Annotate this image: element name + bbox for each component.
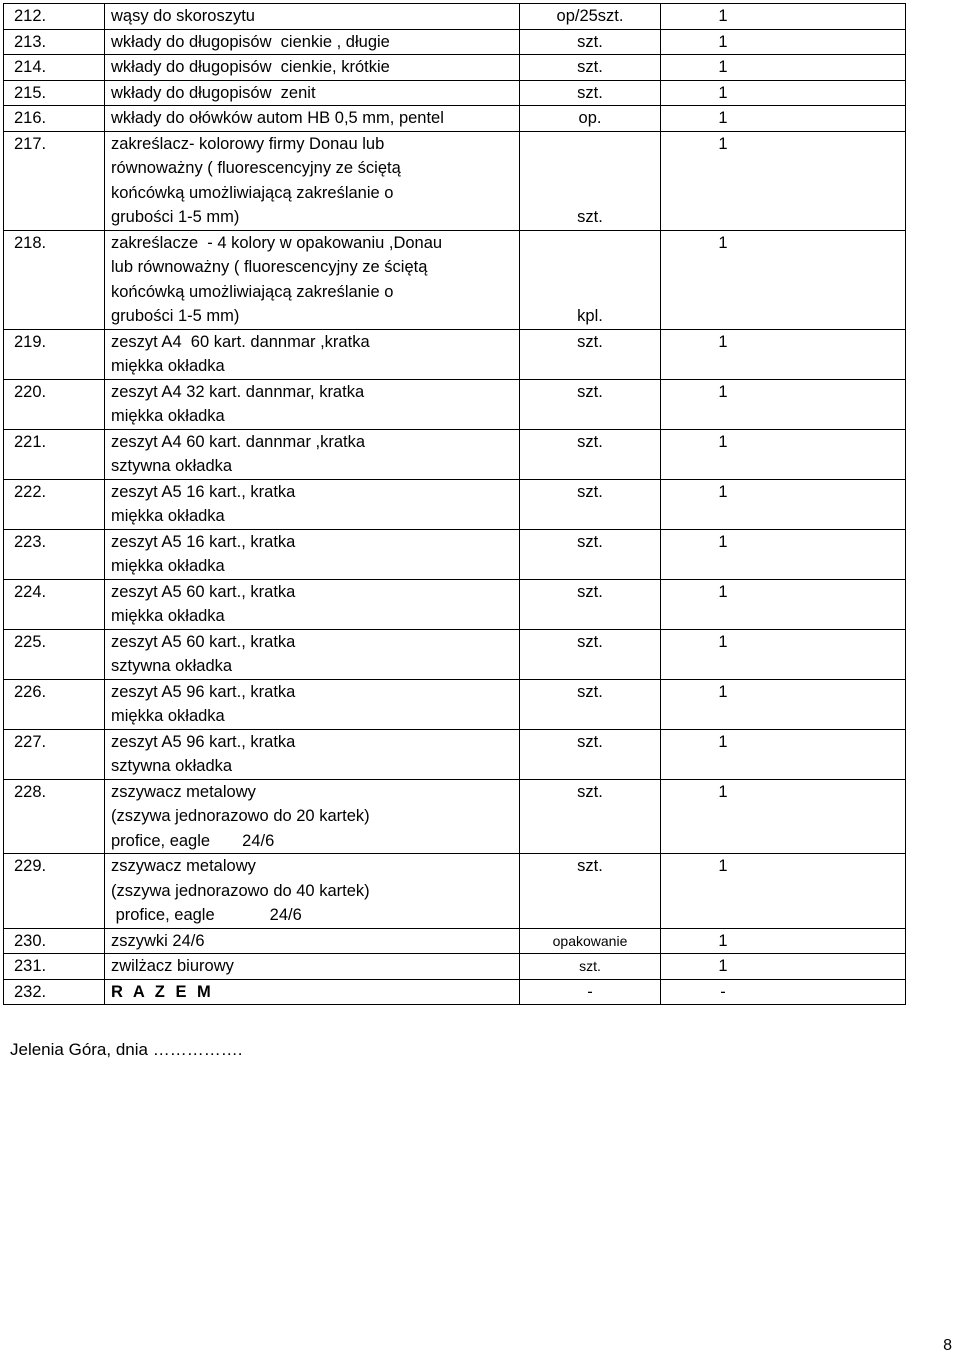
item-quantity: 1	[661, 106, 906, 132]
item-unit: szt.	[520, 954, 661, 980]
description-line: miękka okładka	[111, 557, 225, 575]
item-description	[105, 379, 520, 429]
table-row	[4, 230, 906, 329]
item-unit: szt.	[520, 131, 661, 230]
item-quantity: 1	[661, 329, 906, 379]
description-line: zakreślacze - 4 kolory w opakowaniu ,Donau	[111, 233, 443, 252]
description-line: miękka okładka	[111, 707, 225, 725]
item-quantity: 1	[661, 429, 906, 479]
item-number: 216.	[4, 106, 105, 132]
description-line: sztywna okładka	[111, 657, 233, 675]
table-row	[4, 379, 906, 429]
item-number: 230.	[4, 928, 105, 954]
description-line: (zszywa jednorazowo do 20 kartek)	[111, 807, 370, 825]
item-unit: szt.	[520, 729, 661, 779]
item-quantity: 1	[661, 579, 906, 629]
description-line: zakreślacz- kolorowy firmy Donau lub	[111, 134, 385, 153]
description-line: sztywna okładka	[111, 757, 233, 775]
item-quantity: 1	[661, 629, 906, 679]
table-row	[4, 928, 906, 954]
items-table	[3, 3, 906, 1005]
item-description	[105, 529, 520, 579]
item-unit: szt.	[520, 379, 661, 429]
item-quantity: 1	[661, 779, 906, 854]
item-number: 215.	[4, 80, 105, 106]
item-unit: op/25szt.	[520, 4, 661, 30]
description-line: wąsy do skoroszytu	[111, 7, 255, 25]
item-unit: szt.	[520, 329, 661, 379]
description-line: zeszyt A5 96 kart., kratka	[111, 732, 296, 751]
description-line: końcówką umożliwiającą zakreślanie o	[111, 282, 394, 301]
item-description	[105, 55, 520, 81]
item-quantity: 1	[661, 230, 906, 329]
description-line: zeszyt A5 96 kart., kratka	[111, 682, 296, 701]
item-number: 227.	[4, 729, 105, 779]
description-line: sztywna okładka	[111, 457, 233, 475]
item-quantity: -	[661, 979, 906, 1005]
item-quantity: 1	[661, 4, 906, 30]
item-unit: szt.	[520, 429, 661, 479]
table-row	[4, 131, 906, 230]
item-description	[105, 429, 520, 479]
description-line: równoważny ( fluorescencyjny ze ściętą	[111, 159, 401, 177]
item-description	[105, 80, 520, 106]
item-unit: opakowanie	[520, 928, 661, 954]
table-row	[4, 429, 906, 479]
item-number: 232.	[4, 979, 105, 1005]
description-line: wkłady do długopisów cienkie, krótkie	[111, 58, 390, 76]
item-description	[105, 479, 520, 529]
description-line: miękka okładka	[111, 607, 225, 625]
table-row	[4, 106, 906, 132]
item-quantity: 1	[661, 80, 906, 106]
description-line: grubości 1-5 mm)	[111, 208, 240, 226]
item-number: 222.	[4, 479, 105, 529]
item-number: 214.	[4, 55, 105, 81]
item-unit: -	[520, 979, 661, 1005]
items-table-body	[4, 4, 906, 1005]
item-quantity: 1	[661, 854, 906, 929]
item-quantity: 1	[661, 29, 906, 55]
item-description	[105, 106, 520, 132]
description-line: zszywacz metalowy	[111, 857, 256, 875]
item-number: 219.	[4, 329, 105, 379]
table-row	[4, 29, 906, 55]
item-number: 218.	[4, 230, 105, 329]
table-row	[4, 954, 906, 980]
description-line: zeszyt A4 60 kart. dannmar ,kratka	[111, 332, 370, 351]
description-line: końcówką umożliwiającą zakreślanie o	[111, 183, 394, 202]
description-line: wkłady do długopisów zenit	[111, 83, 316, 102]
page-number: 8	[943, 1337, 952, 1354]
table-row	[4, 55, 906, 81]
item-description	[105, 928, 520, 954]
description-line: zeszyt A5 16 kart., kratka	[111, 482, 296, 501]
description-line: profice, eagle 24/6	[111, 831, 275, 850]
item-description	[105, 629, 520, 679]
item-description	[105, 131, 520, 230]
item-number: 223.	[4, 529, 105, 579]
item-number: 217.	[4, 131, 105, 230]
description-line: zwilżacz biurowy	[111, 957, 234, 975]
table-row	[4, 80, 906, 106]
item-number: 212.	[4, 4, 105, 30]
item-quantity: 1	[661, 954, 906, 980]
table-row	[4, 679, 906, 729]
description-line: zszywacz metalowy	[111, 782, 256, 801]
item-unit: szt.	[520, 80, 661, 106]
description-line: miękka okładka	[111, 357, 225, 375]
item-number: 225.	[4, 629, 105, 679]
description-line: zszywki 24/6	[111, 931, 205, 950]
item-quantity: 1	[661, 928, 906, 954]
item-number: 221.	[4, 429, 105, 479]
table-row	[4, 479, 906, 529]
item-quantity: 1	[661, 131, 906, 230]
item-unit: szt.	[520, 529, 661, 579]
description-line: R A Z E M	[111, 982, 214, 1001]
description-line: (zszywa jednorazowo do 40 kartek)	[111, 881, 370, 900]
table-row	[4, 579, 906, 629]
item-unit: op.	[520, 106, 661, 132]
description-line: zeszyt A5 16 kart., kratka	[111, 532, 296, 551]
table-row	[4, 4, 906, 30]
item-unit: szt.	[520, 55, 661, 81]
table-row	[4, 629, 906, 679]
description-line: wkłady do długopisów cienkie , długie	[111, 32, 390, 51]
item-number: 220.	[4, 379, 105, 429]
item-description	[105, 579, 520, 629]
item-description	[105, 4, 520, 30]
item-unit: szt.	[520, 579, 661, 629]
item-number: 229.	[4, 854, 105, 929]
item-description	[105, 679, 520, 729]
description-line: miękka okładka	[111, 407, 225, 425]
item-quantity: 1	[661, 679, 906, 729]
table-row	[4, 979, 906, 1005]
item-number: 213.	[4, 29, 105, 55]
item-number: 224.	[4, 579, 105, 629]
item-description	[105, 729, 520, 779]
description-line: miękka okładka	[111, 507, 225, 525]
table-row	[4, 529, 906, 579]
description-line: zeszyt A4 32 kart. dannmar, kratka	[111, 382, 365, 401]
item-description	[105, 954, 520, 980]
item-description	[105, 979, 520, 1005]
table-row	[4, 779, 906, 854]
description-line: lub równoważny ( fluorescencyjny ze ściętą	[111, 258, 428, 276]
description-line: profice, eagle 24/6	[111, 906, 302, 924]
table-row	[4, 329, 906, 379]
item-quantity: 1	[661, 529, 906, 579]
item-number: 231.	[4, 954, 105, 980]
item-quantity: 1	[661, 729, 906, 779]
item-quantity: 1	[661, 379, 906, 429]
item-unit: szt.	[520, 629, 661, 679]
item-unit: szt.	[520, 29, 661, 55]
table-row	[4, 729, 906, 779]
place-date-line: Jelenia Góra, dnia …………….	[10, 1040, 243, 1059]
item-unit: szt.	[520, 854, 661, 929]
description-line: grubości 1-5 mm)	[111, 307, 240, 325]
description-line: zeszyt A4 60 kart. dannmar ,kratka	[111, 432, 366, 451]
item-description	[105, 854, 520, 929]
item-number: 228.	[4, 779, 105, 854]
item-unit: kpl.	[520, 230, 661, 329]
item-number: 226.	[4, 679, 105, 729]
item-description	[105, 329, 520, 379]
item-unit: szt.	[520, 679, 661, 729]
item-description	[105, 779, 520, 854]
item-description	[105, 29, 520, 55]
description-line: zeszyt A5 60 kart., kratka	[111, 632, 296, 651]
item-quantity: 1	[661, 479, 906, 529]
item-unit: szt.	[520, 479, 661, 529]
description-line: zeszyt A5 60 kart., kratka	[111, 582, 296, 601]
item-unit: szt.	[520, 779, 661, 854]
item-quantity: 1	[661, 55, 906, 81]
item-description	[105, 230, 520, 329]
table-row	[4, 854, 906, 929]
description-line: wkłady do ołówków autom HB 0,5 mm, pentel	[111, 109, 444, 127]
